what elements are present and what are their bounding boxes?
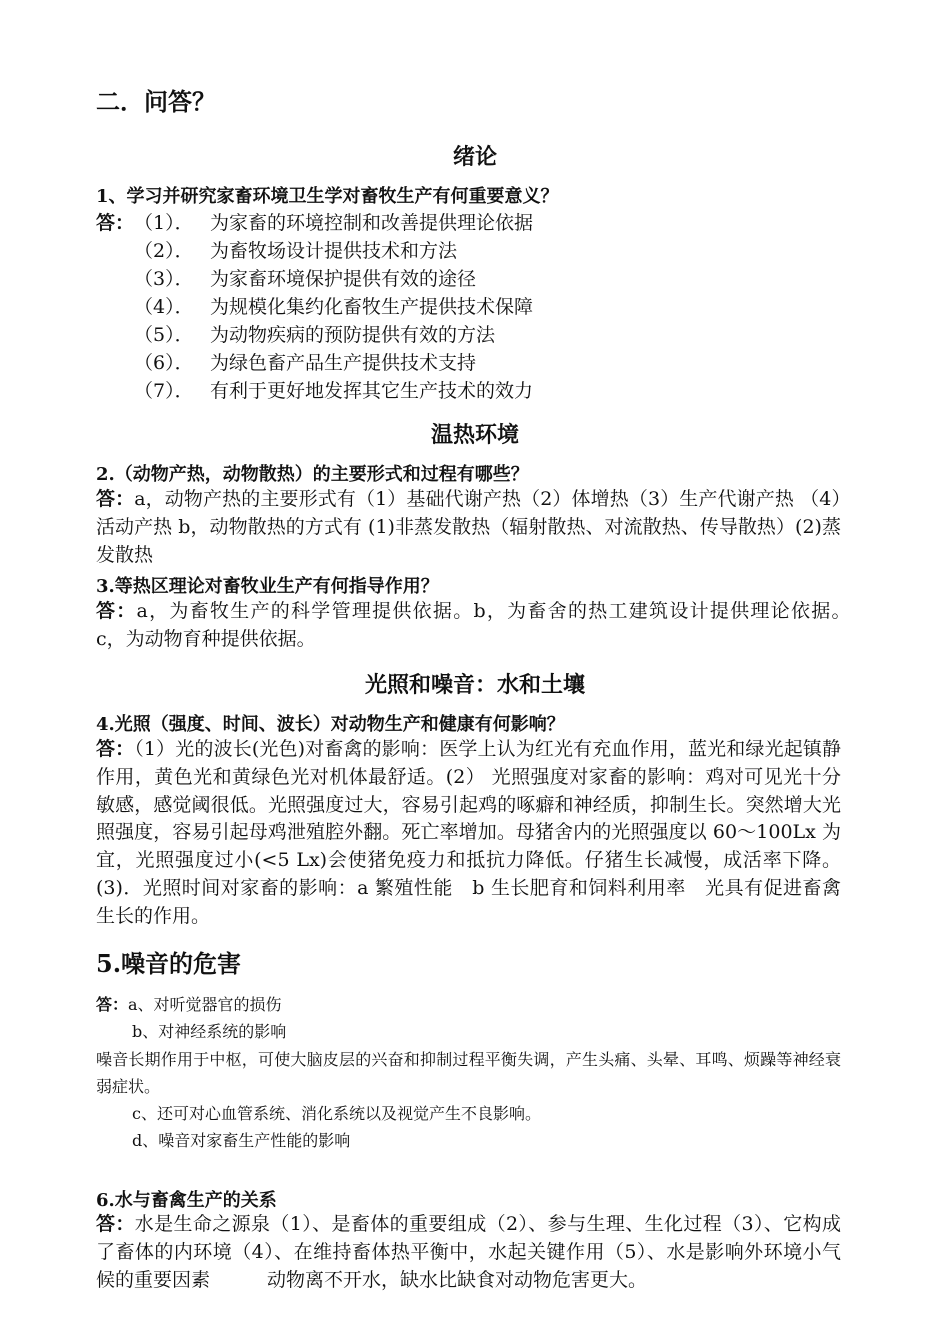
q1-item: 答：（1）． 为家畜的环境控制和改善提供理论依据 [96,212,534,234]
section-title: 二．问答？ [96,87,216,116]
q1-item: （7）． 有利于更好地发挥其它生产技术的效力 [134,380,534,402]
chapter-title-thermal: 温热环境 [430,422,519,448]
q1-item: （5）． 为动物疾病的预防提供有效的方法 [134,324,496,346]
q1-item: （3）． 为家畜环境保护提供有效的途径 [134,268,477,290]
q1-item: （4）． 为规模化集约化畜牧生产提供技术保障 [134,296,534,318]
question-2-title: 2.（动物产热，动物散热）的主要形式和过程有哪些？ [96,464,529,485]
q1-item: （6）． 为绿色畜产品生产提供技术支持 [134,352,477,374]
question-2-answer: 答：a，动物产热的主要形式有（1）基础代谢产热（2）体增热（3）生产代谢产热 （4）活动产热 b，动物散热的方式有 (1)非蒸发散热（辐射散热、对流散热、传导散热）(2)蒸发散热 [96,488,841,566]
answer-label: 答： [96,995,129,1014]
answer-label: 答： [96,600,137,622]
question-4-answer: 答：（1）光的波长(光色)对畜禽的影响：医学上认为红光有充血作用，蓝光和绿光起镇静作用，黄色光和黄绿色光对机体最舒适。(2） 光照强度对家畜的影响：鸡对可见光十分敏感，感觉阈很低。光照强度过大，容易引起鸡的啄癖和神经质，抑制生长。突然增大光照强度，容易引起母鸡泄殖腔外翻。死亡率增加。母猪舍内的光照强度以 60～100Lx 为宜，光照强度过小(<5 Lx)会使猪免疫力和抵抗力降低。仔猪生长减慢，成活率下降。(3)．光照时间对家畜的影响：a 繁殖性能 b 生长肥育和饲料利用率 光具有促进畜禽生长的作用。 [96,738,841,927]
answer-label: 答： [96,488,135,510]
question-3-title: 3.等热区理论对畜牧业生产有何指导作用？ [96,576,439,597]
question-6-title: 6.水与畜禽生产的关系 [96,1190,277,1211]
answer-label: 答： [96,738,135,760]
question-6-answer: 答：水是生命之源泉（1）、是畜体的重要组成（2）、参与生理、生化过程（3）、它构成了畜体的内环境（4）、在维持畜体热平衡中，水起关键作用（5）、水是影响外环境小气候的重要因素 动物离不开水，缺水比缺食对动物危害更大。 [96,1213,841,1291]
q5-line-a: 答：a、对听觉器官的损伤 [96,995,282,1014]
question-4-title: 4.光照（强度、时间、波长）对动物生产和健康有何影响？ [96,714,565,735]
q5-paragraph: 噪音长期作用于中枢，可使大脑皮层的兴奋和抑制过程平衡失调，产生头痛、头晕、耳鸣、烦躁等神经衰弱症状。 [96,1050,841,1096]
question-5-title: 5.噪音的危害 [96,949,242,978]
q1-item: （2）． 为畜牧场设计提供技术和方法 [134,240,458,262]
chapter-title-intro: 绪论 [452,144,497,170]
question-3-answer: 答：a，为畜牧生产的科学管理提供依据。b，为畜舍的热工建筑设计提供理论依据。 c，为动物育种提供依据。 [96,600,860,650]
q5-line-d: d、噪音对家畜生产性能的影响 [132,1131,351,1150]
q5-line-b: b、对神经系统的影响 [132,1022,287,1041]
question-1-title: 1、学习并研究家畜环境卫生学对畜牧生产有何重要意义？ [96,186,559,207]
q5-line-c: c、还可对心血管系统、消化系统以及视觉产生不良影响。 [132,1104,541,1123]
chapter-title-light: 光照和噪音：水和土壤 [364,672,585,698]
answer-label: 答： [96,1213,135,1235]
answer-label: 答： [96,212,135,234]
